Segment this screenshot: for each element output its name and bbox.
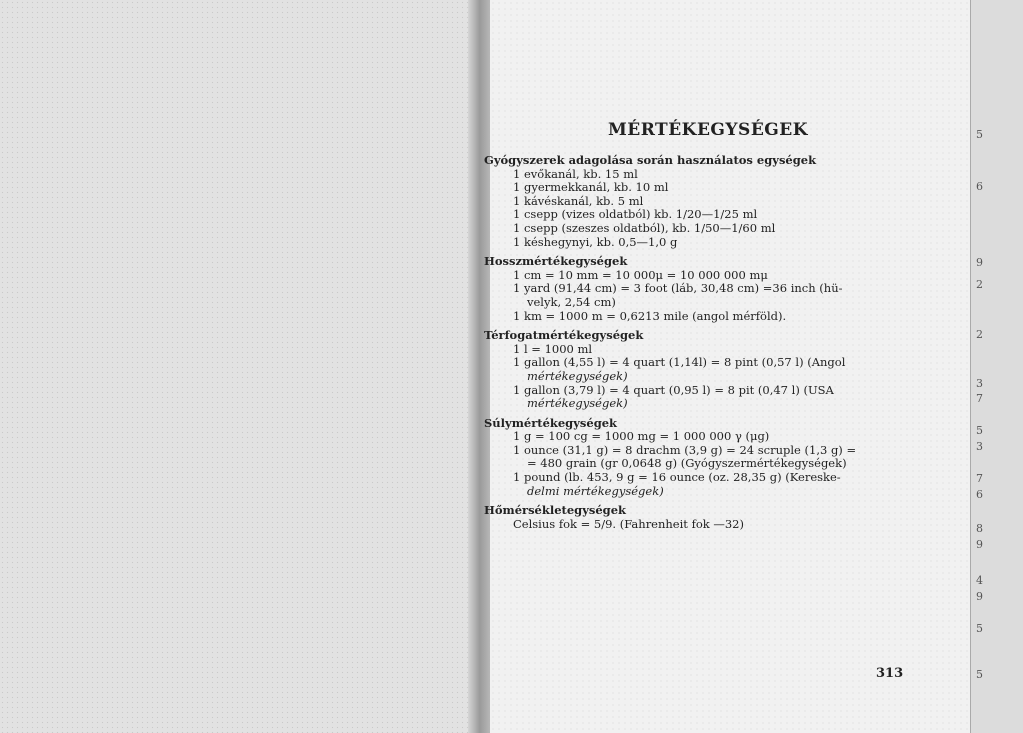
edge-fragment-digit: 6 [976, 488, 983, 501]
edge-fragment-digit: 2 [976, 278, 983, 291]
edge-fragment-digit: 5 [976, 668, 983, 681]
page-title: MÉRTÉKEGYSÉGEK [607, 120, 809, 140]
list-item: 1 gallon (3,79 l) = 4 quart (0,95 l) = 8 pit (0,47 l) (USA [513, 382, 834, 397]
list-item: 1 pound (lb. 453, 9 g = 16 ounce (oz. 28,35 g) (Kereske- [513, 470, 841, 485]
list-item: 1 csepp (vizes oldatból) kb. 1/20—1/25 ml [513, 207, 758, 222]
list-item-continuation: mértékegységek) [527, 368, 628, 383]
edge-fragment-digit: 5 [976, 128, 983, 141]
edge-fragment-digit: 3 [976, 377, 983, 390]
list-item: 1 ounce (31,1 g) = 8 drachm (3,9 g) = 24 scruple (1,3 g) = [513, 442, 857, 457]
edge-fragment-digit: 3 [976, 440, 983, 453]
list-item: 1 yard (91,44 cm) = 3 foot (láb, 30,48 cm) =36 inch (hü- [513, 281, 843, 296]
section-heading-weight: Súlymértékegységek [484, 415, 618, 430]
edge-fragment-digit: 7 [976, 392, 983, 405]
edge-fragment-digit: 7 [976, 472, 983, 485]
list-item-continuation: velyk, 2,54 cm) [527, 294, 616, 309]
section-heading-dosage: Gyógyszerek adagolása során használatos egységek [484, 153, 817, 167]
list-item: 1 csepp (szeszes oldatból), kb. 1/50—1/60 ml [513, 220, 776, 235]
list-item: 1 gyermekkanál, kb. 10 ml [513, 180, 669, 195]
edge-fragment-digit: 9 [976, 256, 983, 269]
edge-fragment-digit: 2 [976, 328, 983, 341]
list-item-continuation: delmi mértékegységek) [527, 483, 664, 498]
edge-fragment-digit: 5 [976, 424, 983, 437]
list-item: 1 gallon (4,55 l) = 4 quart (1,14l) = 8 pint (0,57 l) (Angol [513, 355, 846, 370]
section-heading-volume: Térfogatmértékegységek [484, 328, 644, 343]
edge-fragment-digit: 9 [976, 590, 983, 603]
list-item: 1 km = 1000 m = 0,6213 mile (angol mérföld). [513, 308, 787, 323]
section-heading-length: Hosszmértékegységek [484, 254, 628, 269]
list-item: 1 g = 100 cg = 1000 mg = 1 000 000 γ (μg) [513, 429, 770, 444]
edge-fragment-digit: 9 [976, 538, 983, 551]
list-item: 1 l = 1000 ml [513, 341, 593, 356]
edge-fragment-digit: 4 [976, 574, 983, 587]
list-item: Celsius fok = 5/9. (Fahrenheit fok —32) [513, 516, 744, 531]
edge-fragment-digit: 5 [976, 622, 983, 635]
left-page-blank [0, 0, 474, 733]
page-number: 313 [876, 666, 904, 681]
list-item: 1 evőkanál, kb. 15 ml [513, 166, 638, 181]
edge-fragment-digit: 6 [976, 180, 983, 193]
measurement-content [484, 154, 924, 531]
list-item: 1 késhegynyi, kb. 0,5—1,0 g [513, 234, 678, 249]
list-item-continuation: mértékegységek) [527, 396, 628, 411]
edge-fragment-digit: 8 [976, 522, 983, 535]
list-item-continuation: = 480 grain (gr 0,0648 g) (Gyógyszermértékegységek) [527, 456, 847, 471]
list-item: 1 kávéskanál, kb. 5 ml [513, 193, 644, 208]
list-item: 1 cm = 10 mm = 10 000μ = 10 000 000 mμ [513, 267, 768, 282]
section-heading-temperature: Hőmérsékletegységek [484, 503, 626, 518]
